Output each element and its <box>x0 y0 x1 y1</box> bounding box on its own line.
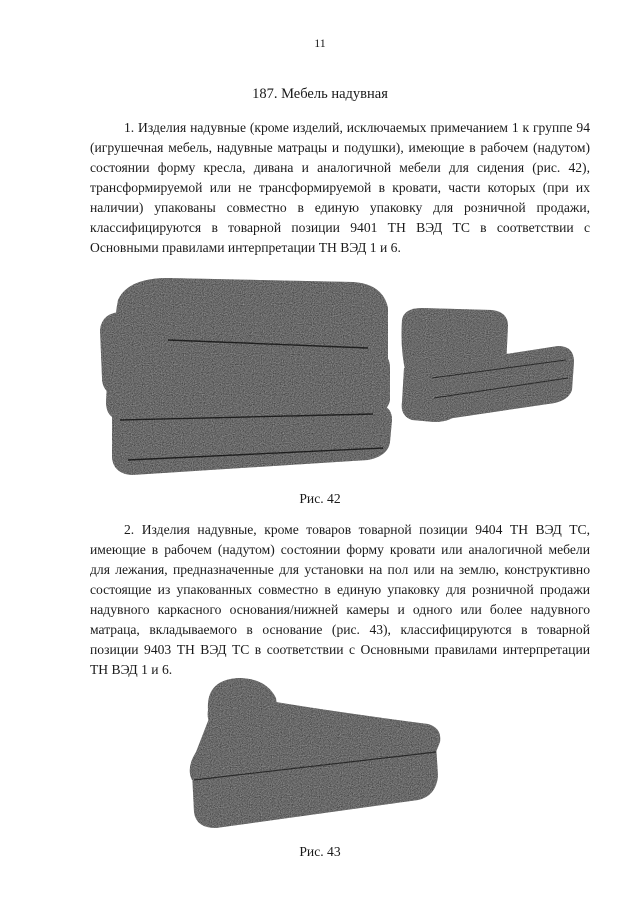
section-heading: 187. Мебель надувная <box>252 86 388 102</box>
inflatable-bed-image <box>186 672 446 832</box>
paragraph-1: 1. Изделия надувные (кроме изделий, исключаемых примечанием 1 к группе 94 (игрушечная мебель, надувные матрацы и подушки), имеющие в рабочем (надутом) состоянии форму кресла, дивана и аналогичной мебели для сидения (рис. 42), трансформируемой или не трансформируемой в кровати, части которых (при их наличии) упакованы совместно в единую упаковку для розничной продажи, классифицируются в товарной позиции 9401 ТН ВЭД ТС в соответствии с Основными правилами интерпретации ТН ВЭД 1 и 6. <box>90 120 590 255</box>
figure-42-caption: Рис. 42 <box>299 491 341 506</box>
figure-43-caption: Рис. 43 <box>299 844 341 859</box>
page-number: 11 <box>314 36 326 50</box>
paragraph-2: 2. Изделия надувные, кроме товаров товарной позиции 9404 ТН ВЭД ТС, имеющие в рабочем (надутом) состоянии форму кровати или аналогичной мебели для лежания, предназначенные для установки на пол или на землю, конструктивно состоящие из упакованных совместно в единую упаковку для розничной продажи надувного каркасного основания/нижней камеры и одного или более надувного матраца, вкладываемого в основание (рис. 43), классифицируются в товарной позиции 9403 ТН ВЭД ТС в соответствии с Основными правилами интерпретации ТН ВЭД 1 и 6. <box>90 522 590 677</box>
inflatable-chair-bed-image <box>398 306 578 426</box>
inflatable-sofa-image <box>98 270 398 480</box>
